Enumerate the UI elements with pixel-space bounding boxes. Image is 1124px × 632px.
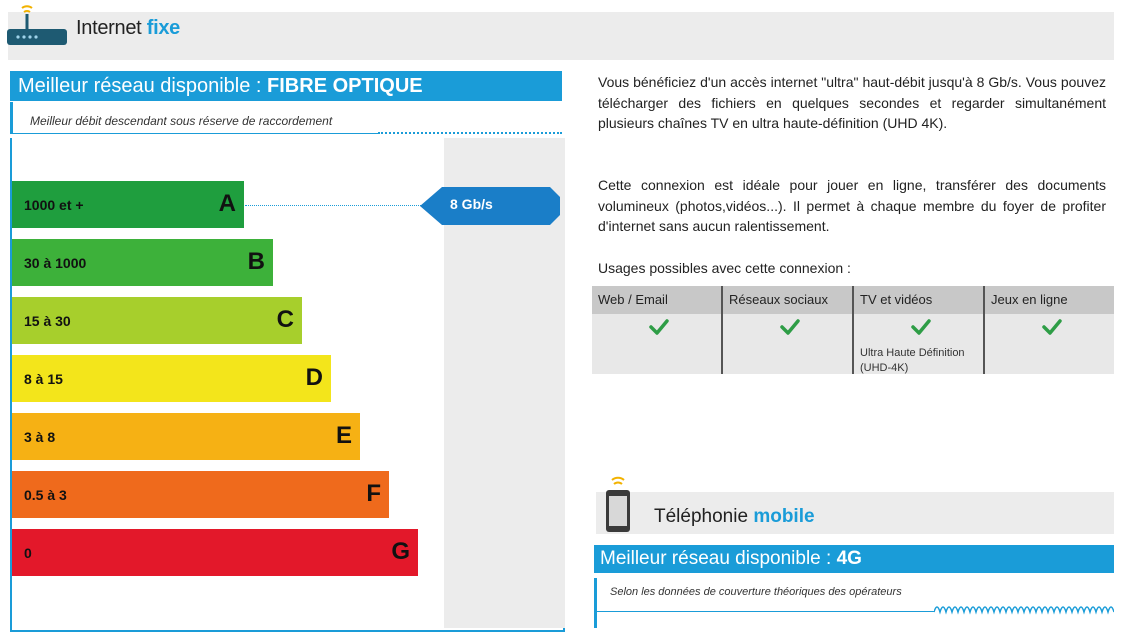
- mobile-title: [654, 506, 815, 528]
- mobile-underline: [594, 611, 934, 612]
- rating-range: 15 à 30: [24, 313, 71, 329]
- fibre-subtitle: Meilleur débit descendant sous réserve de raccordement: [30, 114, 333, 128]
- rating-bar-b: [12, 239, 273, 286]
- rating-bar-a: [12, 181, 244, 228]
- banner-value: FIBRE OPTIQUE: [267, 75, 423, 97]
- usage-column-header: Web / Email: [598, 292, 668, 307]
- description-paragraph-1: Vous bénéficiez d'un accès internet "ultra" haut-débit jusqu'à 8 Gb/s. Vous pouvez télécharger des fichiers en quelques secondes et regarder simultanément plusieurs chaînes TV en ultra haute-définition (UHD 4K).: [598, 74, 1106, 131]
- banner-prefix: Meilleur réseau disponible :: [18, 75, 262, 97]
- rating-letter: A: [218, 190, 236, 217]
- dotted-divider: [378, 132, 562, 134]
- rating-bar-c: [12, 297, 302, 344]
- coverage-wave-icon: [934, 600, 1114, 618]
- subtitle-underline: [10, 133, 378, 134]
- usage-column: [592, 286, 722, 374]
- mobile-banner-value: 4G: [836, 548, 862, 569]
- internet-fixe-title: [76, 17, 180, 40]
- rating-letter: G: [391, 538, 410, 565]
- rating-range: 8 à 15: [24, 371, 63, 387]
- rating-letter: C: [276, 306, 294, 333]
- usage-column: [854, 286, 984, 374]
- checkmark-icon: [648, 318, 670, 336]
- rating-letter: E: [335, 422, 352, 449]
- checkmark-icon: [910, 318, 932, 336]
- usage-column-header: Réseaux sociaux: [729, 292, 828, 307]
- speed-value: 8 Gb/s: [450, 196, 493, 212]
- usage-table: [592, 286, 1114, 374]
- column-separator: [983, 286, 985, 374]
- checkmark-icon: [1041, 318, 1063, 336]
- speed-link-line: [245, 205, 423, 206]
- rating-bar-f: [12, 471, 389, 518]
- rating-range: 3 à 8: [24, 429, 56, 445]
- rating-range: 30 à 1000: [24, 255, 87, 271]
- rating-range: 0: [24, 545, 32, 561]
- rating-range: 0.5 à 3: [24, 487, 67, 503]
- rating-bar-e: [12, 413, 360, 460]
- rating-bar-d: [12, 355, 331, 402]
- column-separator: [721, 286, 723, 374]
- rating-letter: B: [247, 248, 265, 275]
- rating-bar-g: [12, 529, 418, 576]
- mobile-title-main: Téléphonie: [654, 506, 749, 527]
- mobile-title-accent: mobile: [753, 506, 815, 527]
- usage-column: [985, 286, 1115, 374]
- usage-column-header: Jeux en ligne: [991, 292, 1068, 307]
- fibre-banner: [10, 71, 562, 101]
- mobile-banner-prefix: Meilleur réseau disponible :: [600, 548, 832, 569]
- title-accent: fixe: [146, 17, 180, 39]
- column-separator: [852, 286, 854, 374]
- checkmark-icon: [779, 318, 801, 336]
- usage-column: [723, 286, 853, 374]
- router-icon: [4, 4, 68, 52]
- rating-range: 1000 et +: [24, 197, 84, 213]
- usage-note: Ultra Haute Définition (UHD-4K): [860, 347, 965, 374]
- rating-letter: F: [366, 480, 381, 507]
- description-paragraph-2: Cette connexion est idéale pour jouer en ligne, transférer des documents volumineux (photos,vidéos...). Il permet à chaque membre du foyer de profiter d'internet sans aucun ralentissement.: [598, 177, 1106, 234]
- rating-letter: D: [305, 364, 323, 391]
- title-main: Internet: [76, 17, 142, 39]
- mobile-banner: [594, 545, 1114, 573]
- mobile-subtitle: Selon les données de couverture théoriques des opérateurs: [610, 586, 902, 598]
- mobile-left-bar: [594, 578, 597, 628]
- phone-icon: [602, 474, 634, 534]
- usages-title: Usages possibles avec cette connexion :: [598, 260, 851, 276]
- usage-column-header: TV et vidéos: [860, 292, 933, 307]
- subtitle-bar: [10, 102, 13, 134]
